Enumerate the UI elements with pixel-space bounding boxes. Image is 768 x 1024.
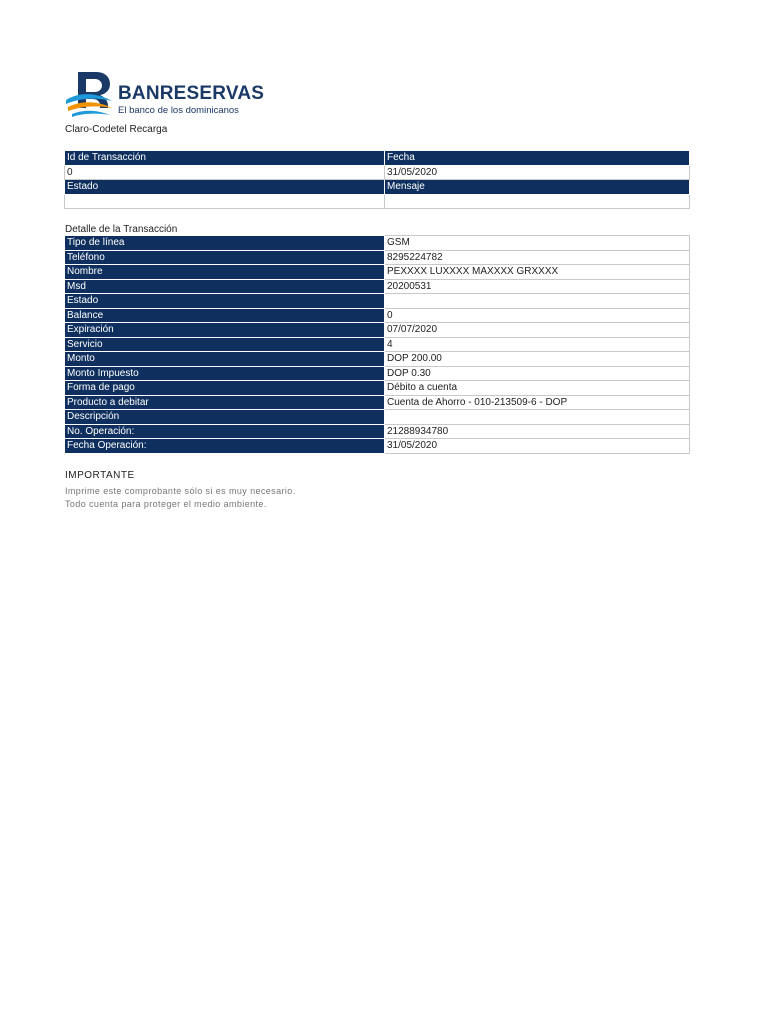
detail-label: Expiración [65, 323, 385, 338]
transaction-detail-table [64, 235, 690, 454]
detail-label: No. Operación: [65, 424, 385, 439]
detail-row [65, 395, 690, 410]
detail-row [65, 279, 690, 294]
summary-value-cell: 31/05/2020 [385, 165, 690, 180]
detail-value: PEXXXX LUXXXX MAXXXX GRXXXX [385, 265, 690, 280]
detail-label: Fecha Operación: [65, 439, 385, 454]
detail-label: Balance [65, 308, 385, 323]
detail-value: GSM [385, 236, 690, 251]
detail-value: DOP 200.00 [385, 352, 690, 367]
summary-value-row [65, 165, 690, 180]
detail-label: Monto Impuesto [65, 366, 385, 381]
summary-header-row [65, 151, 690, 166]
summary-header-cell: Mensaje [385, 180, 690, 195]
summary-header-cell: Estado [65, 180, 385, 195]
important-note-print: Imprime este comprobante sólo si es muy necesario. [65, 486, 296, 496]
detail-section-title: Detalle de la Transacción [65, 224, 178, 235]
detail-label: Monto [65, 352, 385, 367]
detail-label: Forma de pago [65, 381, 385, 396]
detail-value [385, 410, 690, 425]
detail-row [65, 424, 690, 439]
detail-value: 21288934780 [385, 424, 690, 439]
summary-header-cell: Fecha [385, 151, 690, 166]
detail-value: Débito a cuenta [385, 381, 690, 396]
detail-label: Teléfono [65, 250, 385, 265]
detail-row [65, 366, 690, 381]
detail-value: 4 [385, 337, 690, 352]
brand-slogan: El banco de los dominicanos [118, 105, 239, 116]
detail-value: 8295224782 [385, 250, 690, 265]
receipt-title: Claro-Codetel Recarga [65, 124, 168, 135]
detail-value [385, 294, 690, 309]
detail-label: Producto a debitar [65, 395, 385, 410]
detail-row [65, 410, 690, 425]
detail-label: Servicio [65, 337, 385, 352]
transaction-summary-table [64, 150, 690, 209]
detail-row [65, 352, 690, 367]
summary-value-cell [385, 194, 690, 209]
detail-value: 0 [385, 308, 690, 323]
detail-row [65, 250, 690, 265]
summary-value-row [65, 194, 690, 209]
detail-row [65, 294, 690, 309]
summary-value-cell: 0 [65, 165, 385, 180]
detail-label: Estado [65, 294, 385, 309]
detail-row [65, 323, 690, 338]
banreservas-logo-icon [66, 70, 116, 120]
detail-value: Cuenta de Ahorro - 010-213509-6 - DOP [385, 395, 690, 410]
detail-value: 20200531 [385, 279, 690, 294]
detail-row [65, 308, 690, 323]
summary-header-row [65, 180, 690, 195]
detail-value: DOP 0.30 [385, 366, 690, 381]
detail-value: 31/05/2020 [385, 439, 690, 454]
detail-row [65, 439, 690, 454]
detail-label: Descripción [65, 410, 385, 425]
detail-row [65, 337, 690, 352]
important-heading: IMPORTANTE [65, 470, 135, 481]
summary-header-cell: Id de Transacción [65, 151, 385, 166]
detail-row [65, 236, 690, 251]
detail-label: Msd [65, 279, 385, 294]
summary-value-cell [65, 194, 385, 209]
detail-label: Nombre [65, 265, 385, 280]
banreservas-logo [66, 70, 266, 120]
important-note-environment: Todo cuenta para proteger el medio ambiente. [65, 499, 267, 509]
detail-value: 07/07/2020 [385, 323, 690, 338]
detail-row [65, 381, 690, 396]
brand-name: BANRESERVAS [118, 83, 265, 104]
detail-label: Tipo de línea [65, 236, 385, 251]
detail-row [65, 265, 690, 280]
